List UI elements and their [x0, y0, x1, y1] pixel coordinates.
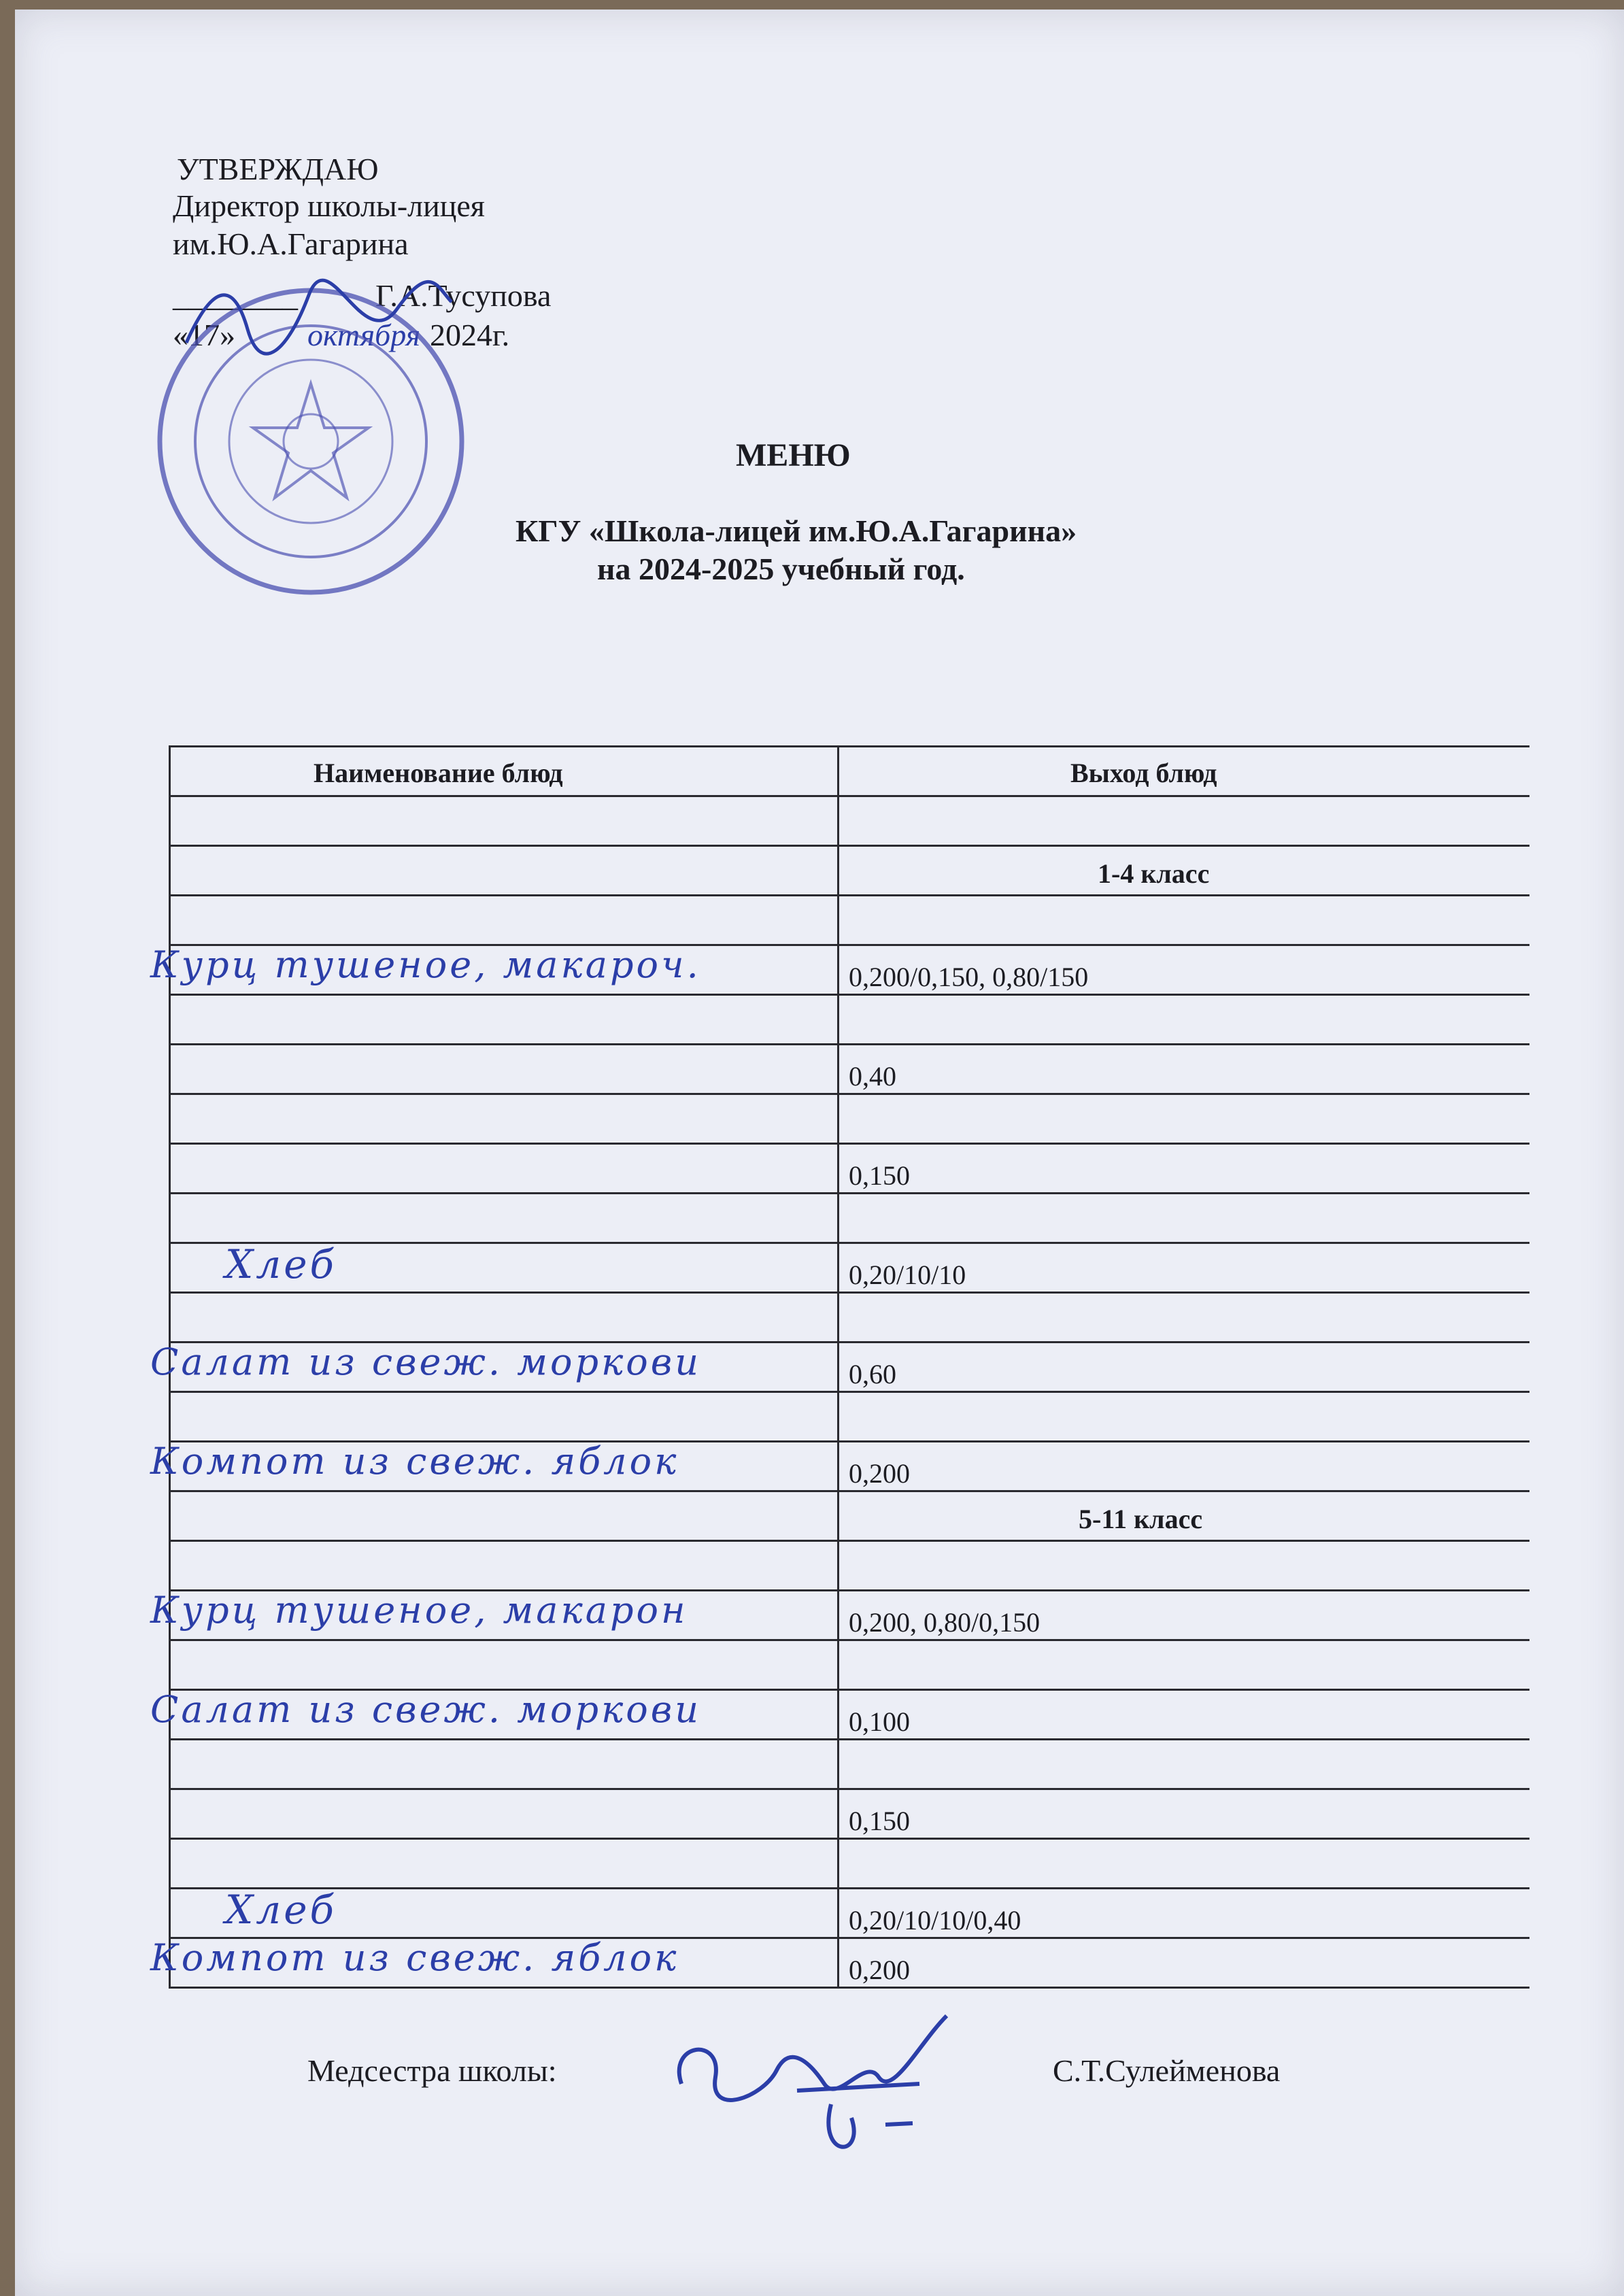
table-row [171, 1045, 1529, 1095]
yield-cell [839, 1442, 1529, 1490]
table-row [171, 1095, 1529, 1145]
table-row [171, 1641, 1529, 1691]
yield-cell [839, 1790, 1529, 1838]
dish-name: Салат из свеж. моркови [150, 1688, 702, 1731]
yield-value: 0,40 [849, 1061, 896, 1092]
yield-cell [839, 1045, 1529, 1093]
dish-cell [171, 1641, 839, 1689]
yield-cell [839, 1840, 1529, 1887]
table-row [171, 996, 1529, 1045]
yield-value: 0,200 [849, 1955, 910, 1985]
dish-cell [150, 1440, 839, 1490]
approval-signer-line: ________ [173, 278, 298, 313]
dish-cell [150, 1340, 839, 1391]
dish-cell [171, 1889, 839, 1937]
yield-cell [839, 1542, 1529, 1589]
nurse-label: Медсестра школы: [307, 2053, 557, 2088]
dish-cell [171, 797, 839, 845]
table-row [171, 797, 1529, 847]
yield-cell [839, 797, 1529, 845]
dish-cell [171, 847, 839, 894]
table-row [171, 1542, 1529, 1591]
yield-cell [839, 996, 1529, 1043]
table-row [150, 1589, 1529, 1641]
yield-cell [839, 847, 1529, 894]
table-header-row [171, 747, 1529, 797]
table-row [150, 943, 1529, 996]
column-header-dish: Наименование блюд [314, 758, 563, 788]
yield-value: 0,200/0,150, 0,80/150 [849, 962, 1089, 992]
approval-position: Директор школы-лицея [173, 188, 485, 223]
table-row [171, 1790, 1529, 1840]
class-group-label: 5-11 класс [1079, 1504, 1203, 1534]
table-row [171, 1740, 1529, 1790]
yield-value: 0,150 [849, 1160, 910, 1191]
dish-cell [171, 1393, 839, 1440]
dish-cell [150, 1589, 839, 1639]
dish-cell [171, 1492, 839, 1540]
approval-date-month: октября [307, 318, 420, 352]
director-signature-icon [173, 268, 458, 363]
table-row [171, 1145, 1529, 1194]
section-row [171, 847, 1529, 896]
yield-value: 0,60 [849, 1359, 896, 1389]
dish-cell [171, 1194, 839, 1242]
yield-cell [839, 1095, 1529, 1143]
dish-cell [150, 943, 839, 994]
yield-cell [839, 1492, 1529, 1540]
table-row [171, 1840, 1529, 1889]
nurse-signature-icon [661, 2002, 987, 2172]
yield-value: 0,100 [849, 1706, 910, 1737]
table-row [171, 1393, 1529, 1442]
section-row [171, 1492, 1529, 1542]
approval-date-day: «17» [173, 318, 235, 352]
page-title: МЕНЮ [736, 437, 851, 473]
menu-table [150, 745, 1529, 1989]
table-row [171, 1294, 1529, 1343]
academic-year: на 2024-2025 учебный год. [597, 552, 965, 586]
menu-document [15, 10, 1624, 2296]
dish-cell [171, 1542, 839, 1589]
dish-cell [171, 1740, 839, 1788]
dish-name: Курц тушеное, макарон [150, 1589, 688, 1632]
yield-cell [839, 896, 1529, 944]
table-row [171, 1194, 1529, 1244]
dish-name: Компот из свеж. яблок [150, 1440, 679, 1483]
yield-cell [839, 1145, 1529, 1192]
dish-cell [171, 896, 839, 944]
table-row [150, 1936, 1529, 1987]
yield-value: 0,20/10/10 [849, 1260, 966, 1290]
table-row [150, 1340, 1529, 1393]
approval-school: им.Ю.А.Гагарина [173, 226, 409, 261]
yield-cell [839, 1393, 1529, 1440]
dish-name: Курц тушеное, макароч. [150, 943, 701, 986]
yield-value: 0,150 [849, 1806, 910, 1836]
dish-name: Хлеб [225, 1241, 337, 1287]
yield-cell [839, 1244, 1529, 1292]
dish-cell [171, 1790, 839, 1838]
approval-heading: УТВЕРЖДАЮ [177, 152, 379, 186]
table-row [171, 896, 1529, 946]
yield-cell [839, 1740, 1529, 1788]
yield-cell [839, 946, 1529, 994]
nurse-name: С.Т.Сулейменова [1053, 2053, 1281, 2088]
dish-name: Компот из свеж. яблок [150, 1936, 679, 1979]
yield-cell [839, 1194, 1529, 1242]
dish-cell [171, 1095, 839, 1143]
approval-signer: Г.А.Тусупова [375, 278, 552, 313]
dish-cell [150, 1936, 839, 1987]
dish-cell [171, 1840, 839, 1887]
yield-cell [839, 1641, 1529, 1689]
dish-name: Салат из свеж. моркови [150, 1340, 702, 1383]
approval-date-year: 2024г. [430, 318, 510, 352]
yield-value: 0,20/10/10/0,40 [849, 1905, 1021, 1936]
dish-cell [171, 1241, 839, 1292]
yield-cell [839, 1294, 1529, 1341]
dish-name: Хлеб [225, 1887, 337, 1933]
organization-name: КГУ «Школа-лицей им.Ю.А.Гагарина» [515, 513, 1077, 548]
class-group-label: 1-4 класс [1098, 858, 1210, 889]
yield-value: 0,200, 0,80/0,150 [849, 1607, 1041, 1638]
table-row [171, 1889, 1529, 1939]
dish-cell [171, 1045, 839, 1093]
yield-cell [839, 1591, 1529, 1639]
dish-cell [150, 1688, 839, 1738]
yield-cell [839, 1889, 1529, 1937]
table-row [150, 1688, 1529, 1740]
dish-cell [171, 1294, 839, 1341]
yield-value: 0,200 [849, 1458, 910, 1489]
column-header-yield: Выход блюд [1070, 758, 1217, 788]
dish-cell [171, 1145, 839, 1192]
table-row [171, 1241, 1529, 1294]
yield-cell [839, 1939, 1529, 1987]
yield-cell [839, 1691, 1529, 1738]
yield-cell [839, 1343, 1529, 1391]
table-row [150, 1440, 1529, 1492]
dish-cell [171, 996, 839, 1043]
